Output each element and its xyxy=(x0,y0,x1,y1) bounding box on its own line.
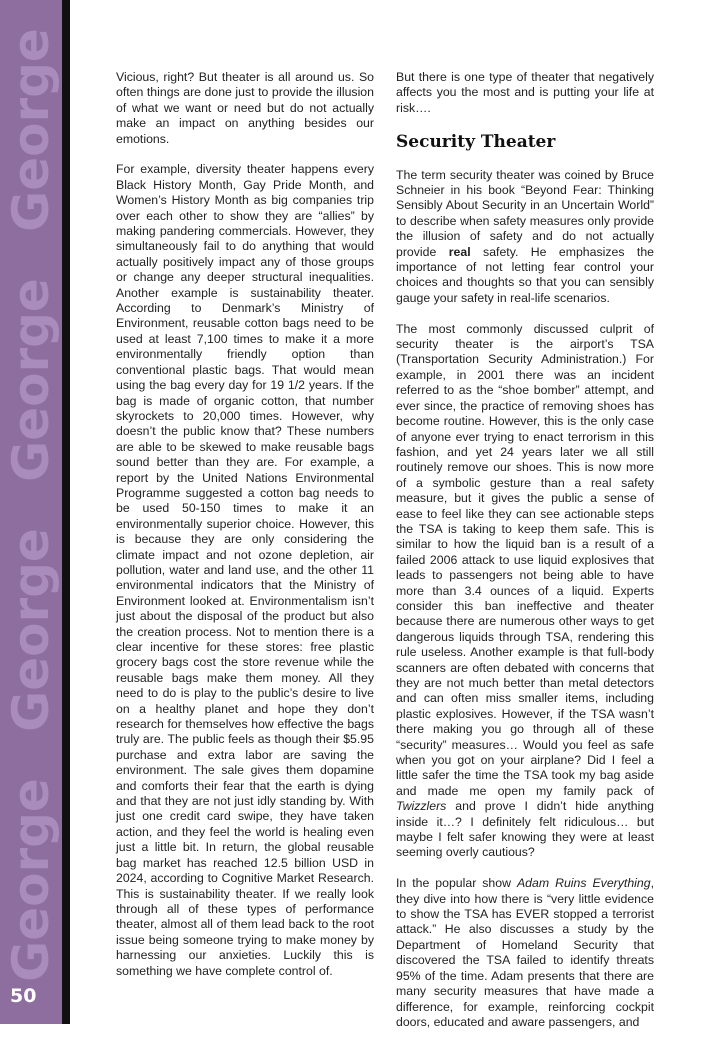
emphasis-bold: real xyxy=(448,244,471,259)
paragraph xyxy=(396,168,654,307)
text-run: and prove I didn’t hide anything inside it…? I definitely felt ridiculous… but maybe I felt safer knowing they were at least seeming overly cautious? xyxy=(396,799,654,860)
text-run: safety. He emphasizes the importance of not letting fear control your choices and thoughts so that you can sensibly gauge your safety in real-life scenarios. xyxy=(396,244,654,305)
paragraph: For example, diversity theater happens every Black History Month, Gay Pride Month, and Women’s History Month as big companies trip over each other to show they are “allies” by making pandering commercials. However, they simultaneously fail to do anything that would actually positively impact any of those groups or change any deeper structural inequalities. Another example is sustainability theater. According to Denmark’s Ministry of Environment, reusable cotton bags need to be used at least 7,100 times to make it a more environmentally friendly option than conventional plastic bags. That would mean using the bag every day for 19 1/2 years. If the bag is made of organic cotton, that number skyrockets to 20,000 times. However, why doesn’t the public know that? These numbers are able to be skewed to make reusable bags sound better than they are. For example, a report by the United Nations Environmental Programme suggested a cotton bag needs to be used 50-150 times to make it an environmentally superior choice. However, this is because they are only considering the climate impact and not ozone depletion, air pollution, water and land use, and the other 11 environmental indicators that the Ministry of Environment looked at. Environmentalism isn’t just about the disposal of the product but also the creation process. Not to mention there is a clear incentive for these stores: free plastic grocery bags cost the store revenue while the reusable bags make them money. All they need to do is play to the public’s desire to live on a healthy planet and hope they don’t research for themselves how effective the bags truly are. The public feels as though their $5.95 purchase and extra labor are saving the environment. The sale gives them dopamine and comforts their fear that the earth is dying and that they are not just idly standing by. With just one credit card swipe, they have taken action, and they feel the world is healing even just a little bit. In return, the global reusable bag market has reached 12.5 billion USD in 2024, according to Cognitive Market Research. This is sustainability theater. If we really look through all of these types of performance theater, almost all of them lead back to the root issue being someone trying to make money by harnessing our anxieties. Luckily this is something we have complete control of. xyxy=(116,162,374,978)
page-number: 50 xyxy=(10,985,37,1007)
sidebar-word: George xyxy=(2,278,60,482)
left-column xyxy=(116,70,374,994)
sidebar-word: George xyxy=(2,528,60,732)
text-run: , they dive into how there is “very little evidence to show the TSA has EVER stopped a terrorist attack.” He also discusses a study by the Department of Homeland Security that discovered the TSA failed to identify threats 95% of the time. Adam presents that there are many security measures that have made a difference, for example, reinforcing cockpit doors, educated and aware passengers, and xyxy=(396,876,654,1029)
emphasis-italic: Twizzlers xyxy=(396,799,447,814)
paragraph xyxy=(396,876,654,1030)
section-heading: Security Theater xyxy=(396,131,556,152)
sidebar-word: George xyxy=(2,778,60,982)
paragraph xyxy=(396,322,654,861)
text-run: The most commonly discussed culprit of security theater is the airport’s TSA (Transportation Security Administration.) For example, in 2001 there was an incident referred to as the “shoe bomber” attempt, and ever since, the practice of removing shoes has become routine. However, this is the only case of anyone ever trying to enact terrorism in this fashion, and yet 24 years later we all still routinely remove our shoes. This is now more of a symbolic gesture than a real safety measure, but it gives the public a sense of ease to feel like they can see actionable steps the TSA is taking to keep them safe. This is similar to how the liquid ban is a result of a failed 2006 attack to use liquid explosives that leads to passengers not being able to have more than 3.4 ounces of a liquid. Experts consider this ban ineffective and theater because there are numerous other ways to get dangerous liquids through TSA, rendering this rule useless. Another example is that full-body scanners are often debated with concerns that they are not much better than metal detectors and can often miss smaller items, including plastic explosives. However, if the TSA wasn’t there making you go through all of these “security” measures… Would you feel as safe when you got on your airplane? Did I feel a little safer the time the TSA took my bag aside and made me open my family pack of xyxy=(396,321,654,798)
paragraph: Vicious, right? But theater is all around us. So often things are done just to provide the illusion of what we want or need but do not actually make an impact on anything besides our emotions. xyxy=(116,70,374,146)
text-run: In the popular show xyxy=(396,876,517,891)
text-run: The term security theater was coined by Bruce Schneier in his book “Beyond Fear: Thinking Sensibly About Security in an Uncertain World” to describe when safety measures only provide the illusion of safety and do not actually provide xyxy=(396,167,654,259)
intro-paragraph: But there is one type of theater that negatively affects you the most and is putting your life at risk…. xyxy=(396,70,654,115)
emphasis-italic: Adam Ruins Everything xyxy=(516,876,651,891)
sidebar-word: George xyxy=(2,28,60,232)
sidebar-divider xyxy=(62,0,70,1024)
right-column xyxy=(396,70,654,1046)
sidebar-band xyxy=(0,0,62,1024)
